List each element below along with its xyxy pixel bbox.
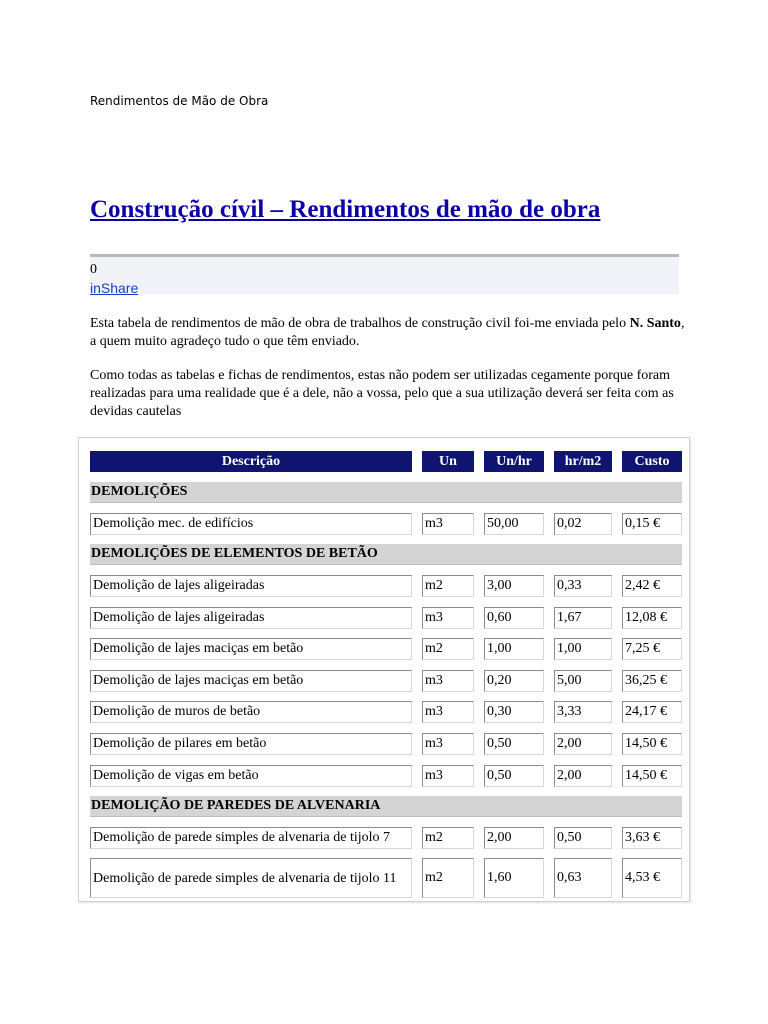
table-cell-unit: m3 — [422, 607, 474, 629]
column-header-description: Descrição — [90, 451, 412, 472]
table-cell-description: Demolição mec. de edifícios — [90, 513, 412, 535]
table-cell-unit: m2 — [422, 575, 474, 597]
table-cell-units-per-hour: 0,50 — [484, 765, 544, 787]
table-cell-hours-per-m2: 2,00 — [554, 765, 612, 787]
table-cell-description: Demolição de lajes aligeiradas — [90, 607, 412, 629]
table-cell-hours-per-m2: 3,33 — [554, 701, 612, 723]
table-cell-cost: 36,25 € — [622, 670, 682, 692]
table-cell-hours-per-m2: 0,63 — [554, 858, 612, 898]
table-cell-unit: m2 — [422, 827, 474, 849]
table-cell-units-per-hour: 0,30 — [484, 701, 544, 723]
table-cell-unit: m3 — [422, 765, 474, 787]
table-cell-unit: m3 — [422, 733, 474, 755]
author-name: N. Santo — [629, 316, 681, 331]
column-header-hours-per-m2: hr/m2 — [554, 451, 612, 472]
table-cell-cost: 4,53 € — [622, 858, 682, 898]
table-cell-units-per-hour: 1,60 — [484, 858, 544, 898]
table-cell-unit: m2 — [422, 858, 474, 898]
table-cell-cost: 12,08 € — [622, 607, 682, 629]
column-header-units-per-hour: Un/hr — [484, 451, 544, 472]
table-cell-description: Demolição de pilares em betão — [90, 733, 412, 755]
table-cell-cost: 14,50 € — [622, 733, 682, 755]
table-cell-description: Demolição de parede simples de alvenaria de tijolo 11 — [90, 858, 412, 898]
table-cell-hours-per-m2: 5,00 — [554, 670, 612, 692]
table-cell-units-per-hour: 3,00 — [484, 575, 544, 597]
table-cell-cost: 3,63 € — [622, 827, 682, 849]
table-cell-hours-per-m2: 1,67 — [554, 607, 612, 629]
table-cell-cost: 0,15 € — [622, 513, 682, 535]
table-cell-units-per-hour: 1,00 — [484, 638, 544, 660]
table-cell-description: Demolição de vigas em betão — [90, 765, 412, 787]
table-cell-description: Demolição de lajes maciças em betão — [90, 670, 412, 692]
share-count: 0 — [90, 262, 97, 277]
labor-yield-table — [78, 437, 690, 902]
table-cell-description: Demolição de lajes aligeiradas — [90, 575, 412, 597]
section-header: DEMOLIÇÕES DE ELEMENTOS DE BETÃO — [90, 544, 682, 565]
table-cell-units-per-hour: 50,00 — [484, 513, 544, 535]
table-cell-hours-per-m2: 0,02 — [554, 513, 612, 535]
column-header-unit: Un — [422, 451, 474, 472]
article-title-link[interactable]: Construção cívil – Rendimentos de mão de obra — [90, 196, 601, 223]
document-title: Rendimentos de Mão de Obra — [90, 94, 269, 108]
table-cell-cost: 2,42 € — [622, 575, 682, 597]
table-cell-units-per-hour: 0,20 — [484, 670, 544, 692]
intro-paragraph — [90, 315, 690, 351]
inshare-link[interactable]: inShare — [90, 280, 139, 296]
table-cell-units-per-hour: 2,00 — [484, 827, 544, 849]
table-cell-description: Demolição de muros de betão — [90, 701, 412, 723]
section-header: DEMOLIÇÃO DE PAREDES DE ALVENARIA — [90, 796, 682, 817]
table-cell-hours-per-m2: 1,00 — [554, 638, 612, 660]
table-cell-hours-per-m2: 0,33 — [554, 575, 612, 597]
table-cell-units-per-hour: 0,50 — [484, 733, 544, 755]
table-cell-unit: m2 — [422, 638, 474, 660]
section-header: DEMOLIÇÕES — [90, 482, 682, 503]
table-cell-hours-per-m2: 0,50 — [554, 827, 612, 849]
disclaimer-paragraph: Como todas as tabelas e fichas de rendimentos, estas não podem ser utilizadas cegamente porque foram realizadas para uma realidade que é a dele, não a vossa, pelo que a sua utilização deverá ser feita com as devidas cautelas — [90, 368, 674, 419]
intro-text: Esta tabela de rendimentos de mão de obra de trabalhos de construção civil foi-me enviada pelo — [90, 316, 630, 331]
table-cell-units-per-hour: 0,60 — [484, 607, 544, 629]
column-header-cost: Custo — [622, 451, 682, 472]
table-cell-cost: 7,25 € — [622, 638, 682, 660]
table-cell-unit: m3 — [422, 513, 474, 535]
table-cell-description: Demolição de parede simples de alvenaria de tijolo 7 — [90, 827, 412, 849]
table-cell-cost: 14,50 € — [622, 765, 682, 787]
table-cell-unit: m3 — [422, 701, 474, 723]
table-cell-hours-per-m2: 2,00 — [554, 733, 612, 755]
table-cell-unit: m3 — [422, 670, 474, 692]
table-cell-cost: 24,17 € — [622, 701, 682, 723]
share-bar — [90, 254, 679, 294]
intro-text-end: , a quem muito agradeço tudo o que têm enviado. — [90, 316, 685, 349]
table-cell-description: Demolição de lajes maciças em betão — [90, 638, 412, 660]
